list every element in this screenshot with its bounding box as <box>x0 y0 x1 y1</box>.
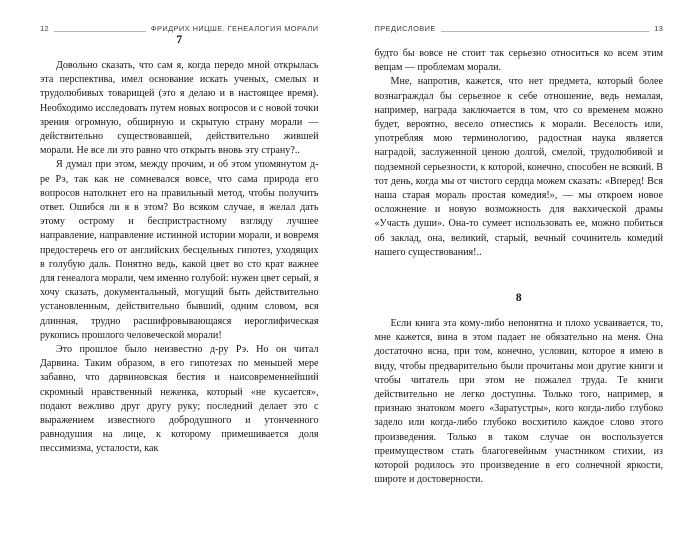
paragraph: Это прошлое было неизвестно д-ру Рэ. Но он читал Дарвина. Таким образом, в его гипотезах по меньшей мере забавно, что дарвиновская бестия и наисовременнейший скромный нравственный неженка, который «не кусается», подают вежливо друг другу руку; последний делает это с выражением известного добродушного и утонченного равнодушия на лице, к которому примешивается доля пессимизма, усталости, как <box>40 344 319 455</box>
right-page-running-title: ПРЕДИСЛОВИЕ <box>374 23 436 33</box>
left-page-folio: 12 <box>40 23 49 33</box>
section-number-7: 7 <box>176 34 183 46</box>
right-page-folio: 13 <box>654 23 663 33</box>
section-spacer <box>375 260 664 292</box>
section-number-8: 8 <box>515 292 522 305</box>
paragraph: Если книга эта кому-либо непонятна и плохо усваивается, то, мне кажется, вина в этом падает не обязательно на меня. Она достаточно ясна, при том, конечно, условии, которое я имею в виду, чтобы предварительно были прочитаны мои другие книги и чтобы читатель при этом не пожалел труда. Те книги действительно не легко доступны. Только того, например, я признаю знатоком моего «Заратустры», кого когда-либо глубоко задело или когда-либо глубоко восхитило каждое слово этого произведения. Только в таком случае он воспользуется преимуществом стать благогевейным участником стихии, из которой родилось это произведение в его солнечной яркости, широте и достоверности. <box>374 318 663 486</box>
left-page-body <box>40 59 319 457</box>
paragraph: Я думал при этом, между прочим, и об этом упомянутом д-ре Рэ, так как не сомневался вовсе, что сама природа его вопросов натолкнет его на правильный метод, чтобы получить ответ. Ошибся ли я в этом? Во всяком случае, я желал дать этому острому и беспристрастному взгляду лучшее направление, направление истинной истории морали, и вовремя предостеречь его от английских бесцельных гипотез, уходящих в голубую даль. Понятно ведь, какой цвет во сто крат важнее для генеалога морали, чем именно голубой: нужен цвет серый, я хочу сказать, документальный, могущий быть действительно установленным, действительно бывший, одним словом, вся длинная, трудно расшифровывающаяся иероглифическая рукопись прошлого человеческой морали! <box>40 159 319 341</box>
left-page-running-title: ФРИДРИХ НИЦШЕ. ГЕНЕАЛОГИЯ МОРАЛИ <box>150 23 319 33</box>
right-page <box>347 0 693 540</box>
right-page-running-head <box>375 22 664 34</box>
continued-paragraph: будто бы вовсе не стоит так серьезно относиться ко всем этим вещам — проблемам морали. <box>374 48 663 74</box>
running-head-rule <box>54 31 146 32</box>
paragraph: Мне, напротив, кажется, что нет предмета, который более вознаграждал бы серьезное к себе отношение, ведь немалая, например, награда заключается в том, что со временем можно будет, вероятно, весело отнестись к морали. Веселость или, употребляя мою терминологию, радостная наука является наградой, заслуженной ценою долгой, смелой, трудолюбивой и подземной серьезности, к которой, конечно, способен не всякий. В тот день, когда мы от чистого сердца можем сказать: «Вперед! Вся наша старая мораль простая комедия!», — мы откроем новое осложнение и новую возможность для вакхической драмы «Участь души». Она-то сумеет использовать ее, можно побиться об заклад, она, великий, старый, вечный сочинитель комедий нашего существования!.. <box>374 76 663 258</box>
right-page-body <box>375 47 664 260</box>
right-page-body-section-8 <box>375 317 664 487</box>
left-page-running-head <box>40 22 319 34</box>
paragraph: Довольно сказать, что сам я, когда передо мной открылась эта перспектива, имел основание искать ученых, смелых и трудолюбивых товарищей (это я делаю и в настоящее время). Необходимо исследовать путем новых вопросов и с новой точки зрения огромную, обширную и скрытую страну морали — действительно существовавшей, действительно жившей морали. Не все ли это равно что открыть вновь эту страну?.. <box>40 60 319 157</box>
running-head-rule <box>441 31 649 32</box>
